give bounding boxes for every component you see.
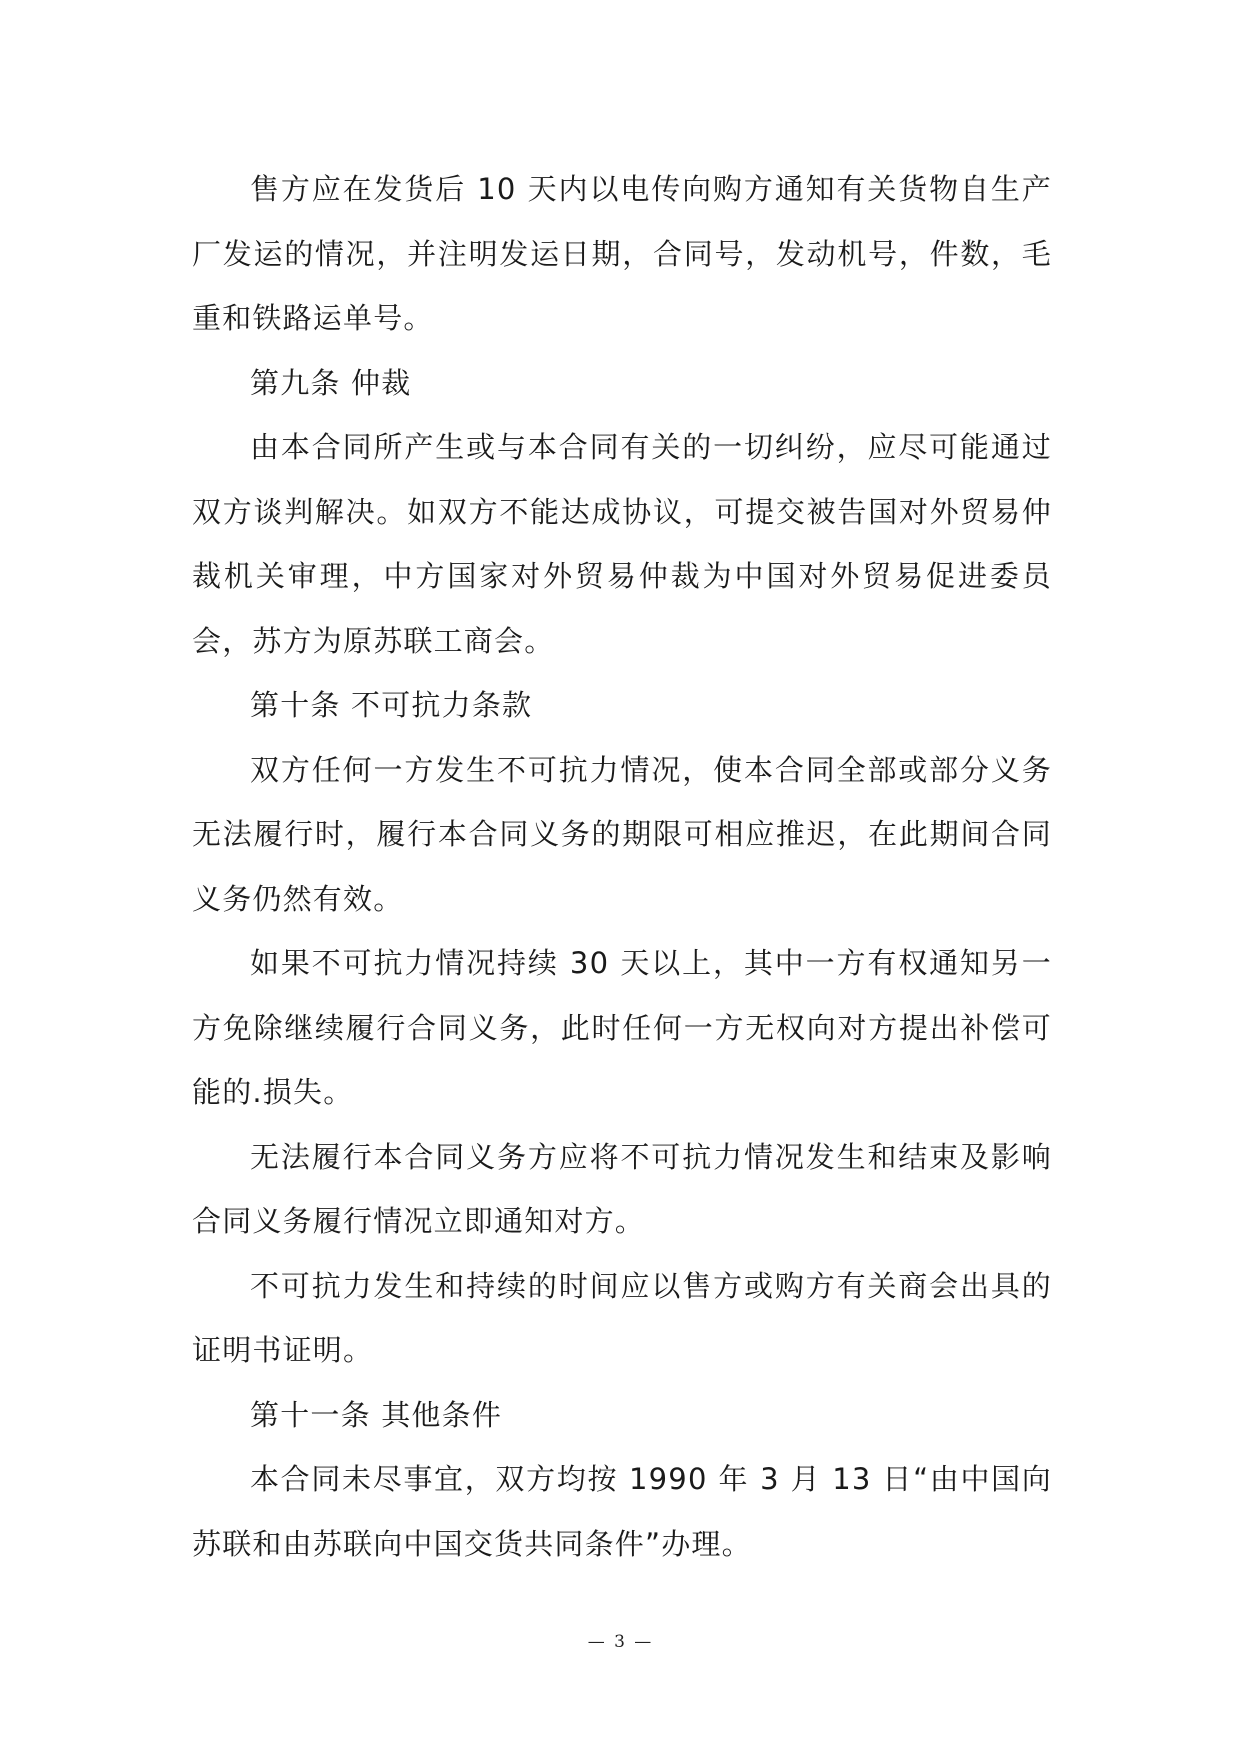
paragraph-force-majeure-delay: 双方任何一方发生不可抗力情况，使本合同全部或部分义务无法履行时，履行本合同义务的期限可相应推迟，在此期间合同义务仍然有效。 (192, 752, 1052, 916)
paragraph-force-majeure-certificate: 不可抗力发生和持续的时间应以售方或购方有关商会出具的证明书证明。 (192, 1268, 1052, 1367)
heading-article-10-force-majeure: 第十条 不可抗力条款 (250, 688, 533, 722)
paragraph-other-conditions: 本合同未尽事宜，双方均按 1990 年 3 月 13 日“由中国向苏联和由苏联向中国交货共同条件”办理。 (192, 1462, 1052, 1561)
document-body (192, 157, 1052, 1576)
heading-article-11-other-conditions: 第十一条 其他条件 (250, 1397, 503, 1432)
heading-article-9-arbitration: 第九条 仲裁 (250, 365, 412, 400)
paragraph-shipment-notice: 售方应在发货后 10 天内以电传向购方通知有关货物自生产厂发运的情况，并注明发运日期，合同号，发动机号，件数，毛重和铁路运单号。 (192, 172, 1052, 335)
paragraph-force-majeure-30-days: 如果不可抗力情况持续 30 天以上，其中一方有权通知另一方免除继续履行合同义务，此时任何一方无权向对方提出补偿可能的.损失。 (192, 946, 1052, 1109)
paragraph-arbitration: 由本合同所产生或与本合同有关的一切纠纷，应尽可能通过双方谈判解决。如双方不能达成协议，可提交被告国对外贸易仲裁机关审理，中方国家对外贸易仲裁为中国对外贸易促进委员会，苏方为原苏联工商会。 (192, 430, 1052, 658)
page-number: — 3 — (587, 1632, 654, 1652)
paragraph-force-majeure-notify: 无法履行本合同义务方应将不可抗力情况发生和结束及影响合同义务履行情况立即通知对方。 (192, 1139, 1052, 1238)
